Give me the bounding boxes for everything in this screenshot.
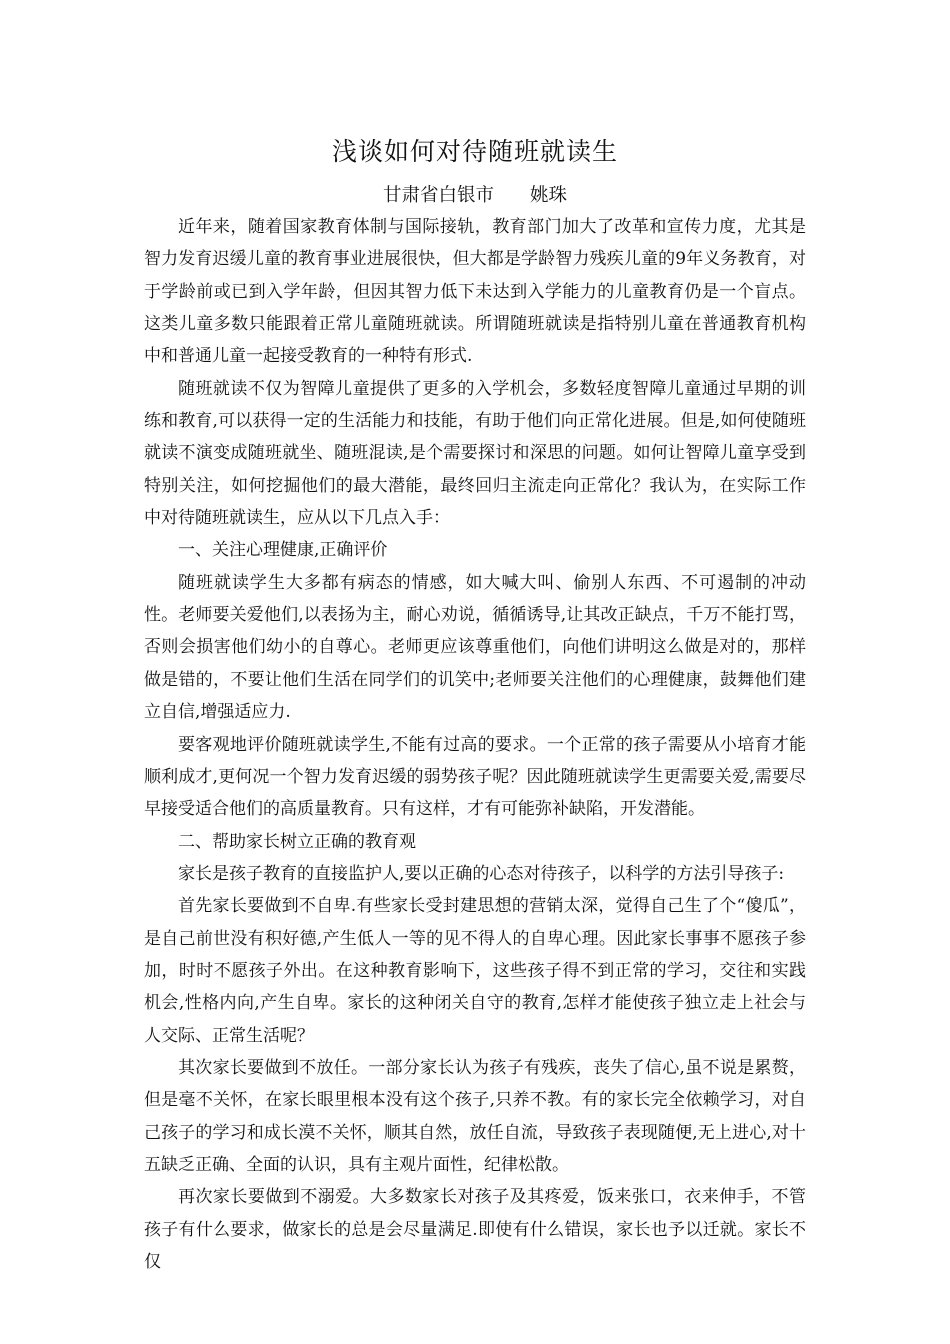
paragraph-no-spoiling: 再次家长要做到不溺爱。大多数家长对孩子及其疼爱，饭来张口，衣来伸手，不管孩子有什么要求，做家长的总是会尽量满足.即使有什么错误，家长也予以迁就。家长不仅	[144, 1187, 806, 1272]
author-byline	[0, 182, 950, 210]
section-heading-2: 二、帮助家长树立正确的教育观	[178, 831, 416, 852]
paragraph-no-inferiority: 首先家长要做到不自卑.有些家长受封建思想的营销太深，觉得自己生了个“傻瓜”，是自己前世没有积好德,产生低人一等的见不得人的自卑心理。因此家长事事不愿孩子参加，时时不愿孩子外出。在这种教育影响下，这些孩子得不到正常的学习，交往和实践机会,性格内向,产生自卑。家长的这种闭关自守的教育,怎样才能使孩子独立走上社会与人交际、正常生活呢？	[144, 896, 806, 1046]
paragraph-no-neglect: 其次家长要做到不放任。一部分家长认为孩子有残疾，丧失了信心,虽不说是累赘，但是毫不关怀，在家长眼里根本没有这个孩子,只养不教。有的家长完全依赖学习，对自己孩子的学习和成长漠不关怀，顺其自然，放任自流，导致孩子表现随便,无上进心,对十五缺乏正确、全面的认识，具有主观片面性，纪律松散。	[144, 1057, 806, 1175]
author-name: 姚珠	[530, 185, 568, 206]
paragraph-inclusion: 随班就读不仅为智障儿童提供了更多的入学机会，多数轻度智障儿童通过早期的训练和教育,可以获得一定的生活能力和技能，有助于他们向正常化进展。但是,如何使随班就读不演变成随班就坐、随班混读,是个需要探讨和深思的问题。如何让智障儿童享受到特别关注，如何挖掘他们的最大潜能，最终回归主流走向正常化？我认为，在实际工作中对待随班就读生，应从以下几点入手：	[144, 378, 806, 529]
document-body	[144, 211, 806, 1278]
paragraph-intro: 近年来，随着国家教育体制与国际接轨，教育部门加大了改革和宣传力度，尤其是智力发育迟缓儿童的教育事业进展很快，但大都是学龄智力残疾儿童的9年义务教育，对于学龄前或已到入学年龄，但因其智力低下未达到入学能力的儿童教育仍是一个盲点。这类儿童多数只能跟着正常儿童随班就读。所谓随班就读是指特别儿童在普通教育机构中和普通儿童一起接受教育的一种特有形式.	[144, 217, 806, 367]
author-place: 甘肃省白银市	[382, 185, 494, 206]
paragraph-emotions: 随班就读学生大多都有病态的情感，如大喊大叫、偷别人东西、不可遏制的冲动性。老师要关爱他们,以表扬为主，耐心劝说，循循诱导,让其改正缺点，千万不能打骂，否则会损害他们幼小的自尊心。老师更应该尊重他们，向他们讲明这么做是对的，那样做是错的，不要让他们生活在同学们的讥笑中;老师要关注他们的心理健康，鼓舞他们建立自信,增强适应力.	[144, 572, 806, 723]
document-title: 浅谈如何对待随班就读生	[331, 137, 618, 166]
paragraph-evaluation: 要客观地评价随班就读学生,不能有过高的要求。一个正常的孩子需要从小培育才能顺利成才,更何况一个智力发育迟缓的弱势孩子呢？因此随班就读学生更需要关爱,需要尽早接受适合他们的高质量教育。只有这样，才有可能弥补缺陷，开发潜能。	[144, 734, 806, 820]
paragraph-parents: 家长是孩子教育的直接监护人,要以正确的心态对待孩子，以科学的方法引导孩子:	[178, 863, 785, 884]
section-heading-1: 一、关注心理健康,正确评价	[178, 540, 388, 561]
